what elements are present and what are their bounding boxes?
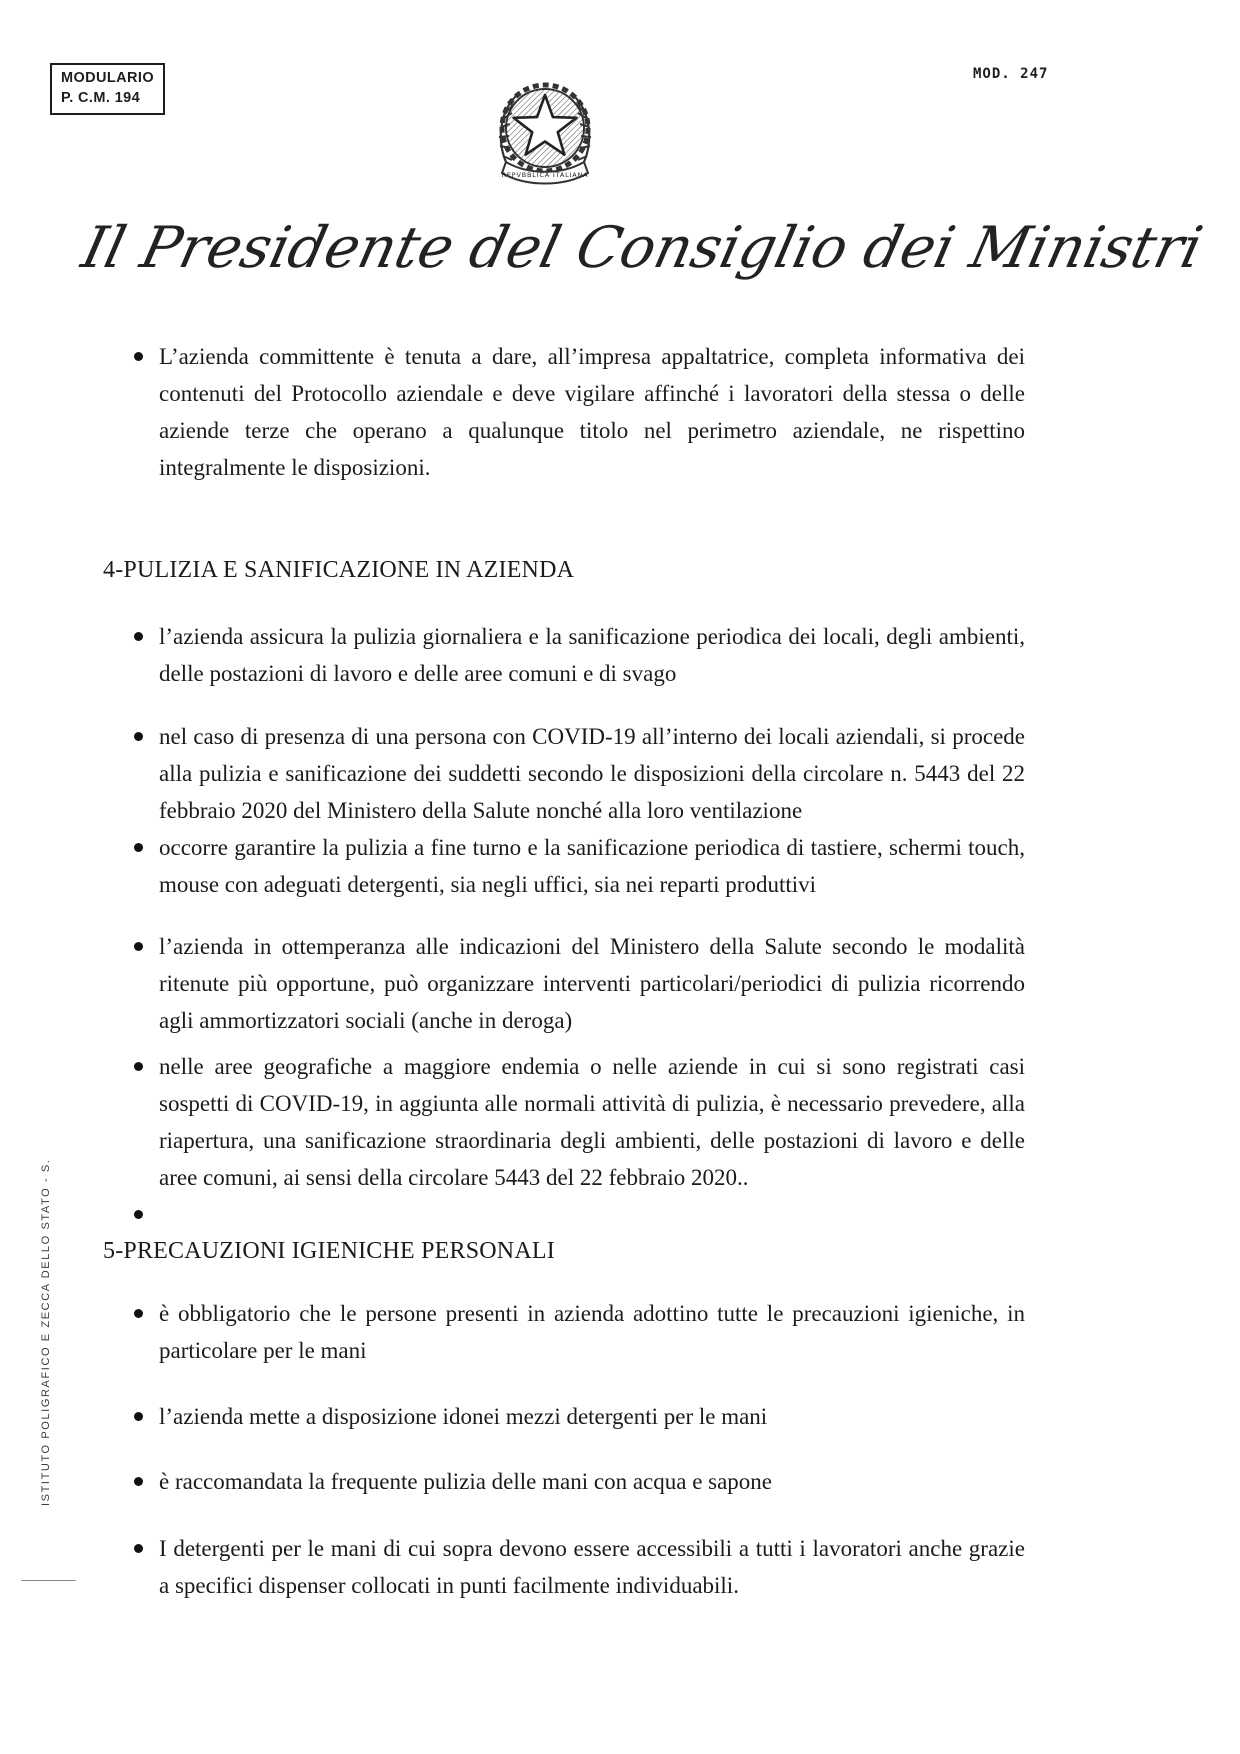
list-item-text: è obbligatorio che le persone presenti in azienda adottino tutte le precauzioni igieniche, in particolare per le mani [159, 1301, 1025, 1363]
bullet-icon [134, 1309, 143, 1318]
section-heading-5: 5-PRECAUZIONI IGIENICHE PERSONALI [103, 1238, 555, 1264]
intro-bullet-list [103, 338, 1025, 486]
list-item-text: nelle aree geografiche a maggiore endemia o nelle aziende in cui si sono registrati casi sospetti di COVID-19, in aggiunta alle normali attività di pulizia, è necessario prevedere, alla riapertura, una sanificazione straordinaria degli ambienti, delle postazioni di lavoro e delle aree comuni, ai sensi della circolare 5443 del 22 febbraio 2020.. [159, 1054, 1025, 1190]
section-5-bullet-list [103, 1295, 1025, 1604]
list-item-text: è raccomandata la frequente pulizia delle mani con acqua e sapone [159, 1469, 773, 1494]
list-item-text: I detergenti per le mani di cui sopra devono essere accessibili a tutti i lavoratori anche grazie a specifici dispenser collocati in punti facilmente individuabili. [159, 1536, 1025, 1598]
list-item-text: l’azienda in ottemperanza alle indicazioni del Ministero della Salute secondo le modalità ritenute più opportune, può organizzare interventi particolari/periodici di pulizia ricorrendo agli ammortizzatori sociali (anche in deroga) [159, 934, 1025, 1033]
bullet-icon [134, 352, 143, 361]
list-item [103, 1295, 1025, 1369]
list-item-text: L’azienda committente è tenuta a dare, all’impresa appaltatrice, completa informativa dei contenuti del Protocollo aziendale e deve vigilare affinché i lavoratori della stessa o delle aziende terze che operano a qualunque titolo nel perimetro aziendale, ne rispettino integralmente le disposizioni. [159, 344, 1025, 480]
bullet-icon [134, 632, 143, 641]
printer-imprint-vertical-text: ISTITUTO POLIGRAFICO E ZECCA DELLO STATO - S. [40, 1158, 52, 1506]
list-item [103, 618, 1025, 692]
bullet-icon [134, 843, 143, 852]
modulario-box [50, 63, 165, 115]
document-body [103, 338, 1025, 1604]
bullet-icon [134, 942, 143, 951]
bullet-icon [134, 732, 143, 741]
list-item [103, 829, 1025, 903]
modulario-line1: MODULARIO [61, 70, 155, 86]
list-item [103, 1463, 1025, 1500]
bullet-icon [134, 1210, 143, 1219]
margin-rule-line [21, 1580, 76, 1581]
list-item [103, 338, 1025, 486]
mod-reference: MOD. 247 [973, 66, 1049, 82]
modulario-line2: P. C.M. 194 [61, 89, 141, 106]
list-item-text: occorre garantire la pulizia a fine turno e la sanificazione periodica di tastiere, schermi touch, mouse con adeguati detergenti, sia negli uffici, sia nei reparti produttivi [159, 835, 1025, 897]
svg-text:REPVBBLICA ITALIANA: REPVBBLICA ITALIANA [501, 171, 589, 179]
list-item [103, 1530, 1025, 1604]
list-item-text: l’azienda assicura la pulizia giornaliera e la sanificazione periodica dei locali, degli ambienti, delle postazioni di lavoro e delle aree comuni e di svago [159, 624, 1025, 686]
bullet-icon [134, 1062, 143, 1071]
list-item [103, 1398, 1025, 1435]
letterhead-script-title: Il Presidente del Consiglio dei Ministri [75, 215, 1209, 281]
list-item-text: nel caso di presenza di una persona con COVID-19 all’interno dei locali aziendali, si procede alla pulizia e sanificazione dei suddetti secondo le disposizioni della circolare n. 5443 del 22 febbraio 2020 del Ministero della Salute nonché alla loro ventilazione [159, 724, 1025, 823]
empty-bullet-item [103, 1196, 1025, 1233]
section-heading-4: 4-PULIZIA E SANIFICAZIONE IN AZIENDA [103, 557, 575, 583]
italian-republic-emblem-icon [486, 74, 606, 199]
bullet-icon [134, 1412, 143, 1421]
bullet-icon [134, 1544, 143, 1553]
list-item [103, 928, 1025, 1039]
section-4-bullet-list [103, 618, 1025, 1233]
list-item-text: l’azienda mette a disposizione idonei mezzi detergenti per le mani [159, 1404, 768, 1429]
bullet-icon [134, 1477, 143, 1486]
list-item [103, 718, 1025, 829]
list-item [103, 1048, 1025, 1196]
